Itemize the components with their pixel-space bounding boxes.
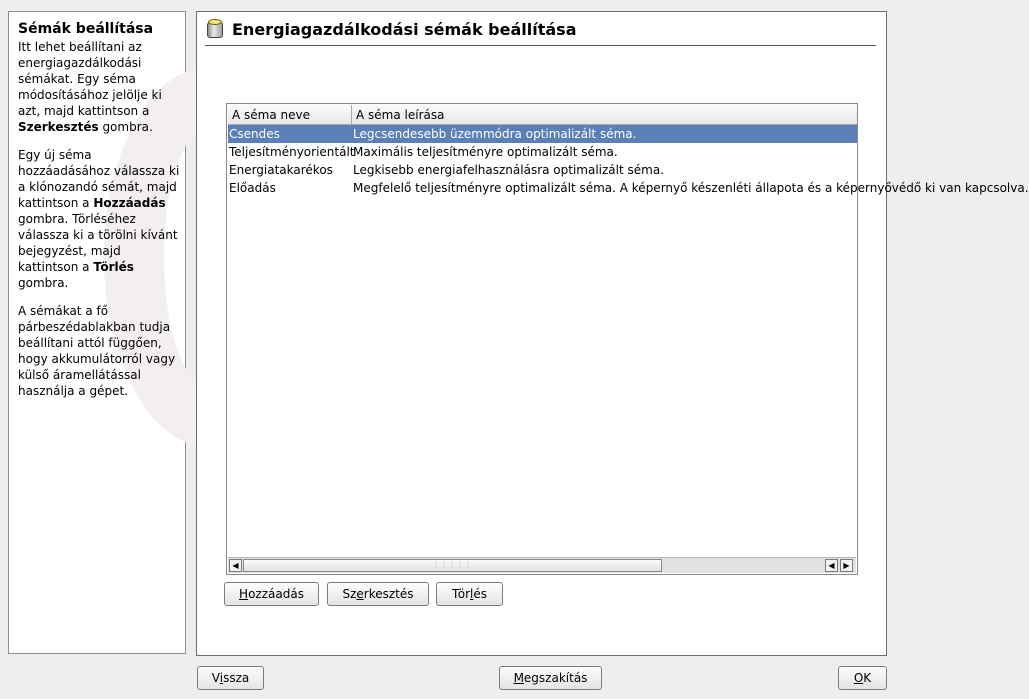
- scrollbar-thumb[interactable]: ⋮⋮⋮⋮⋮: [243, 559, 662, 572]
- help-paragraph: Egy új séma hozzáadásához válassza ki a klónozandó sémát, majd kattintson a Hozzáadás gombra. Törléséhez válassza ki a törölni kívánt bejegyzést, majd kattintson a Törlés gombra.: [18, 148, 180, 290]
- scheme-description-cell: Legcsendesebb üzemmódra optimalizált séma.: [353, 127, 637, 141]
- header-divider: [205, 45, 876, 46]
- table-row[interactable]: [228, 161, 857, 179]
- column-header-description[interactable]: A séma leírása: [352, 105, 857, 125]
- scheme-description-cell: Legkisebb energiafelhasználásra optimalizált séma.: [353, 163, 664, 177]
- scheme-name-cell: Csendes: [229, 127, 280, 141]
- scheme-name-cell: Energiatakarékos: [229, 163, 333, 177]
- scroll-left-button[interactable]: ◀: [229, 559, 242, 572]
- column-header-name[interactable]: A séma neve: [228, 105, 352, 125]
- table-row[interactable]: [228, 125, 857, 143]
- help-panel: [8, 11, 186, 654]
- back-button[interactable]: Vissza: [197, 666, 264, 690]
- add-button[interactable]: Hozzáadás: [224, 582, 319, 606]
- main-panel: [196, 11, 1029, 656]
- help-title: Sémák beállítása: [18, 21, 154, 37]
- horizontal-scrollbar[interactable]: [228, 557, 856, 573]
- scheme-name-cell: Előadás: [229, 181, 276, 195]
- table-row[interactable]: [228, 179, 1029, 197]
- battery-cylinder-icon: [207, 19, 223, 39]
- edit-button[interactable]: Szerkesztés: [327, 582, 429, 606]
- page-title: Energiagazdálkodási sémák beállítása: [232, 19, 577, 39]
- delete-button[interactable]: Törlés: [436, 582, 503, 606]
- scheme-name-cell: Teljesítményorientált: [229, 145, 355, 159]
- cancel-button[interactable]: Megszakítás: [499, 666, 602, 690]
- scheme-description-cell: Megfelelő teljesítményre optimalizált séma. A képernyő készenléti állapota és a képernyővédő ki van kapcsolva.: [353, 181, 1029, 195]
- scheme-description-cell: Maximális teljesítményre optimalizált séma.: [353, 145, 618, 159]
- main-header: [207, 15, 577, 43]
- help-text: [18, 39, 180, 399]
- scroll-right-button[interactable]: ▶: [840, 559, 853, 572]
- help-paragraph: A sémákat a fő párbeszédablakban tudja beállítani attól függően, hogy akkumulátorról vagy külső áramellátással használja a gépet.: [18, 304, 176, 398]
- table-row[interactable]: [228, 143, 857, 161]
- schemes-table[interactable]: [226, 103, 1029, 575]
- ok-button[interactable]: OK: [838, 666, 887, 690]
- scroll-left-button-right[interactable]: ◀: [825, 559, 838, 572]
- help-paragraph: Itt lehet beállítani az energiagazdálkodási sémákat. Egy séma módosításához jelölje ki azt, majd kattintson a Szerkesztés gombra.: [18, 40, 162, 134]
